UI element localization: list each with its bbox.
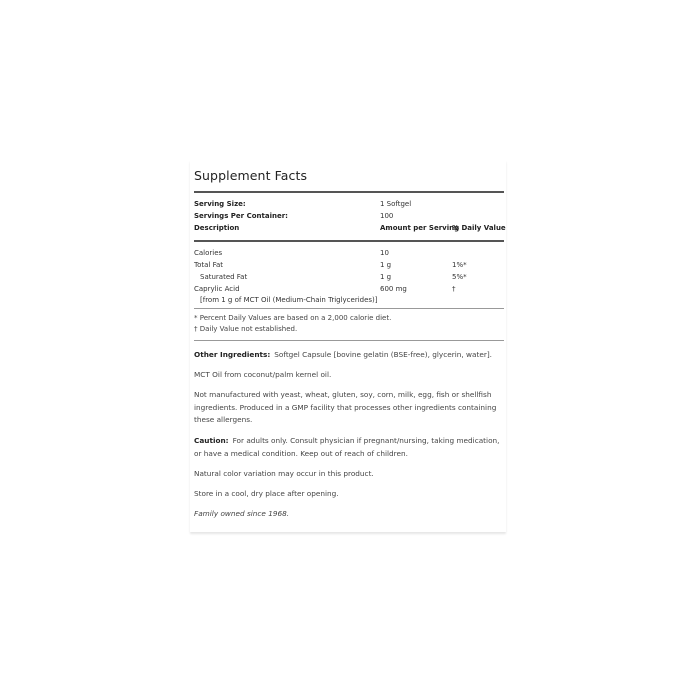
nutrient-name: Saturated Fat xyxy=(200,273,248,281)
servings-value: 100 xyxy=(380,212,394,220)
caution-label: Caution: xyxy=(194,436,229,445)
footnote-not-established: † Daily Value not established. xyxy=(194,325,298,333)
daily-value-header: % Daily Value xyxy=(452,224,506,232)
panel-title: Supplement Facts xyxy=(194,168,308,183)
mct-source: MCT Oil from coconut/palm kernel oil. xyxy=(194,370,332,379)
amount-header: Amount per Serving xyxy=(380,224,460,232)
nutrient-name: Calories xyxy=(194,249,223,257)
caution-text: For adults only. Consult physician if pregnant/nursing, taking medication, or have a medical condition. Keep out of reach of children. xyxy=(194,436,500,458)
other-ingredients xyxy=(194,349,504,362)
other-ingredients-text: Softgel Capsule [bovine gelatin (BSE-free), glycerin, water]. xyxy=(274,350,492,359)
supplement-facts-panel xyxy=(190,160,506,532)
section-divider xyxy=(194,340,504,341)
footnote-divider xyxy=(194,308,504,309)
nutrient-amount: 600 mg xyxy=(380,285,407,293)
header-divider xyxy=(194,191,504,193)
color-variation-note: Natural color variation may occur in this product. xyxy=(194,469,374,478)
nutrient-name: Caprylic Acid xyxy=(194,285,240,293)
table-divider xyxy=(194,240,504,242)
allergen-statement: Not manufactured with yeast, wheat, gluten, soy, corn, milk, egg, fish or shellfish ingredients. Produced in a GMP facility that processes other ingredients containing these allergens. xyxy=(194,390,497,424)
storage-note: Store in a cool, dry place after opening. xyxy=(194,489,339,498)
nutrient-dv: † xyxy=(452,285,456,293)
caution-statement xyxy=(194,435,504,460)
nutrient-amount: 1 g xyxy=(380,261,392,269)
servings-label: Servings Per Container: xyxy=(194,212,288,220)
caprylic-source: [from 1 g of MCT Oil (Medium-Chain Triglycerides)] xyxy=(200,296,378,304)
nutrient-dv: 5%* xyxy=(452,273,467,281)
nutrient-amount: 10 xyxy=(380,249,389,257)
other-ingredients-label: Other Ingredients: xyxy=(194,350,271,359)
nutrient-dv: 1%* xyxy=(452,261,467,269)
nutrient-name: Total Fat xyxy=(194,261,223,269)
family-owned-note: Family owned since 1968. xyxy=(194,509,290,518)
footnote-daily-values: * Percent Daily Values are based on a 2,000 calorie diet. xyxy=(194,314,392,322)
serving-size-value: 1 Softgel xyxy=(380,200,412,208)
nutrient-amount: 1 g xyxy=(380,273,392,281)
serving-size-label: Serving Size: xyxy=(194,200,246,208)
description-header: Description xyxy=(194,224,240,232)
